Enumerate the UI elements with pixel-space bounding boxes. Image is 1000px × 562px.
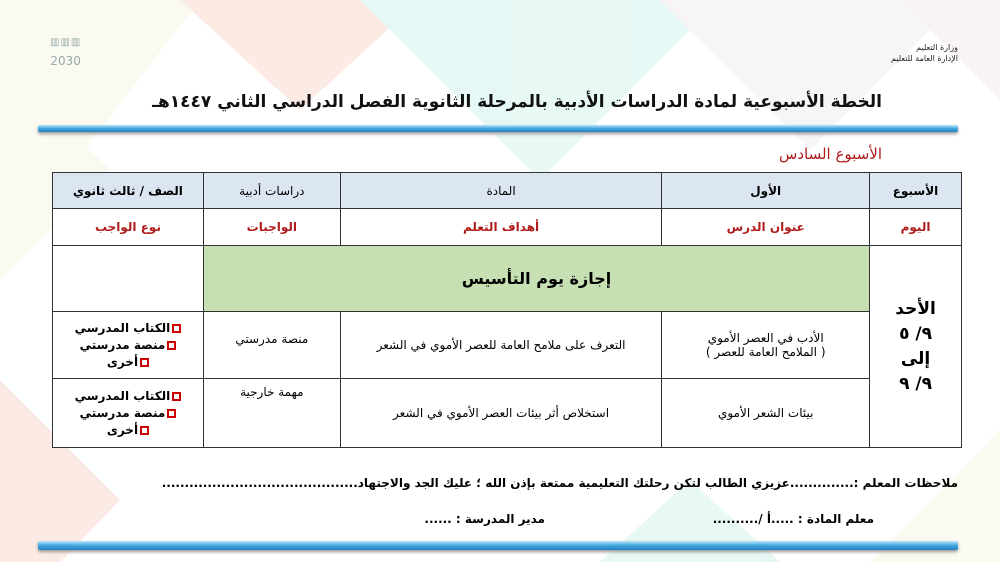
objective-cell: التعرف على ملامح العامة للعصر الأموي في الشعر xyxy=(340,312,662,379)
checkbox-icon[interactable] xyxy=(172,324,181,333)
checkbox-label: أخرى xyxy=(106,354,139,369)
teacher-signature: معلم المادة : .....أ /.......... xyxy=(712,512,874,526)
organization-header xyxy=(891,42,958,64)
objective-cell: استخلاص أثر بيئات العصر الأموي في الشعر xyxy=(340,379,662,448)
homework-cell: مهمة خارجية xyxy=(203,379,340,448)
teacher-notes: ملاحظات المعلم :..............عزيزي الطالب لتكن رحلتك التعليمية ممتعة بإذن الله ؛ عليك الجد والاجتهاد........................................... xyxy=(161,476,958,490)
checkbox-icon[interactable] xyxy=(140,358,149,367)
checkbox-textbook[interactable] xyxy=(53,320,203,337)
homework-type-cell xyxy=(53,312,204,379)
checkbox-madrasati[interactable] xyxy=(53,337,203,354)
checkbox-label: منصة مدرستي xyxy=(79,405,166,420)
checkbox-label: منصة مدرستي xyxy=(79,337,166,352)
checkbox-other[interactable] xyxy=(53,354,203,371)
holiday-row xyxy=(53,246,962,312)
first-header: الأول xyxy=(662,173,870,209)
grade-header: الصف / ثالث ثانوي xyxy=(53,173,204,209)
vision-2030-logo: ▥▥▥ 2030 xyxy=(50,37,82,68)
week-label: الأسبوع السادس xyxy=(779,145,882,163)
empty-cell xyxy=(53,246,204,312)
lesson-title-cell xyxy=(662,379,870,448)
divider-bar xyxy=(38,125,958,132)
subject-label-header: المادة xyxy=(340,173,662,209)
day-name: الأحد xyxy=(895,298,936,319)
checkbox-label: أخرى xyxy=(106,422,139,437)
day-cell xyxy=(870,246,962,448)
homework-type-subheader: نوع الواجب xyxy=(53,209,204,246)
table-subheader-row xyxy=(53,209,962,246)
week-header: الأسبوع xyxy=(870,173,962,209)
table-header-row xyxy=(53,173,962,209)
checkbox-other[interactable] xyxy=(53,422,203,439)
objectives-subheader: أهداف التعلم xyxy=(340,209,662,246)
date-to: ٩/ ٩ xyxy=(899,373,932,394)
checkbox-icon[interactable] xyxy=(172,392,181,401)
principal-signature: مدير المدرسة : ...... xyxy=(424,512,545,526)
checkbox-icon[interactable] xyxy=(140,426,149,435)
checkbox-icon[interactable] xyxy=(167,409,176,418)
date-from: ٩/ ٥ xyxy=(899,323,932,344)
lesson-title-subheader: عنوان الدرس xyxy=(662,209,870,246)
homework-cell: منصة مدرستي xyxy=(203,312,340,379)
lesson-title-cell xyxy=(662,312,870,379)
checkbox-textbook[interactable] xyxy=(53,388,203,405)
homework-type-cell xyxy=(53,379,204,448)
ministry-name: وزارة التعليم xyxy=(916,43,958,52)
holiday-cell: إجازة يوم التأسيس xyxy=(203,246,869,312)
page-title: الخطة الأسبوعية لمادة الدراسات الأدبية بالمرحلة الثانوية الفصل الدراسي الثاني ١٤٤٧هـ xyxy=(152,92,882,112)
table-row xyxy=(53,379,962,448)
day-subheader: اليوم xyxy=(870,209,962,246)
lesson-title: بيئات الشعر الأموي xyxy=(717,406,814,420)
footer-bar xyxy=(38,541,958,550)
homework-subheader: الواجبات xyxy=(203,209,340,246)
lesson-subtitle: ( الملامح العامة للعصر ) xyxy=(705,345,826,359)
weekly-plan-table xyxy=(52,172,962,448)
checkbox-madrasati[interactable] xyxy=(53,405,203,422)
checkbox-label: الكتاب المدرسي xyxy=(74,320,171,335)
checkbox-icon[interactable] xyxy=(167,341,176,350)
checkbox-label: الكتاب المدرسي xyxy=(74,388,171,403)
date-to-label: إلى xyxy=(900,348,931,369)
subject-header: دراسات أدبية xyxy=(203,173,340,209)
table-row xyxy=(53,312,962,379)
department-name: الإدارة العامة للتعليم xyxy=(891,54,958,63)
lesson-title: الأدب في العصر الأموي xyxy=(707,331,824,345)
